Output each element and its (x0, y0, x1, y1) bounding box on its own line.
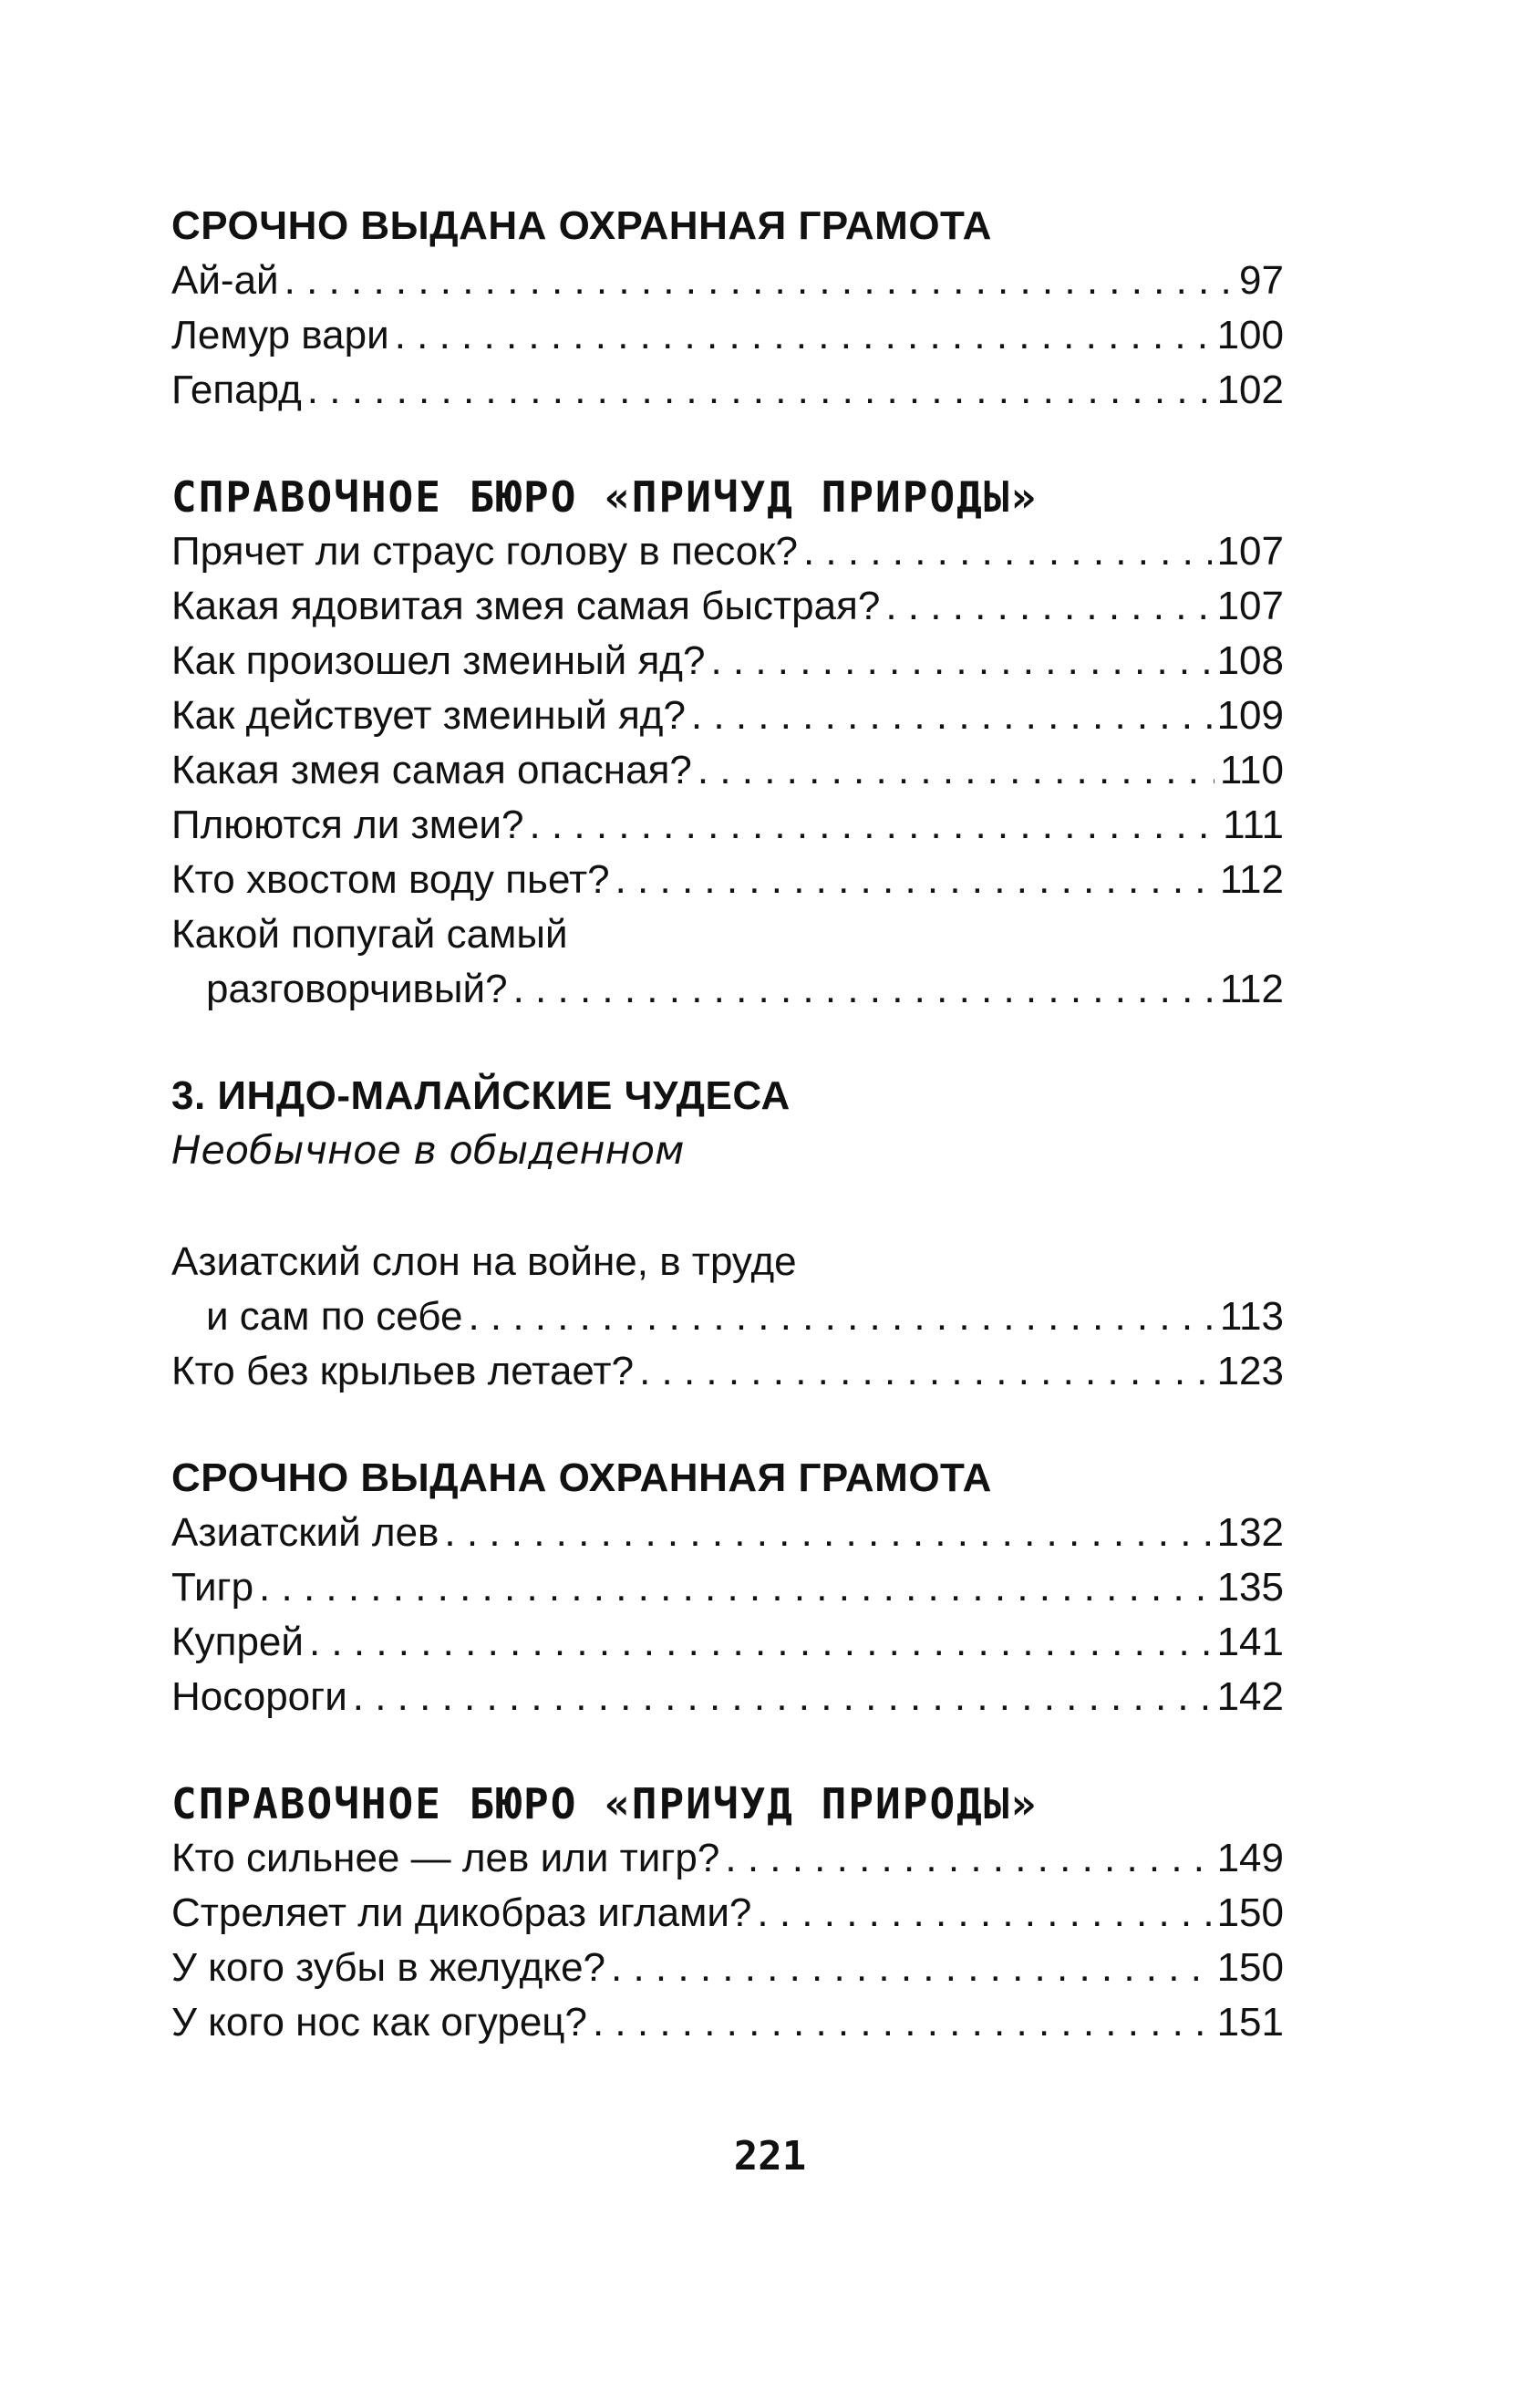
entry-title: Прячет ли страус голову в песок? (171, 529, 798, 574)
entry-title: Как действует змеиный яд? (171, 693, 686, 738)
entry-title: Лемур вари (171, 313, 389, 357)
entry-title: Гепард (171, 368, 302, 412)
entry-page: 109 (1216, 693, 1284, 738)
entry-title: Какая ядовитая змея самая быстрая? (171, 584, 881, 628)
entry-title-line: Какой попугай самый (171, 912, 568, 957)
entry-page: 110 (1219, 748, 1284, 792)
entry-page: 149 (1216, 1836, 1284, 1880)
chapter-subtitle: Необычное в обыденном (171, 1128, 685, 1174)
dot-leader (611, 1941, 1212, 1995)
dot-leader (698, 743, 1214, 798)
toc-entry (171, 363, 1284, 418)
entry-page: 135 (1216, 1565, 1284, 1610)
dot-leader (639, 1344, 1212, 1399)
dot-leader (353, 1670, 1212, 1724)
entry-title: У кого нос как огурец? (171, 2000, 587, 2045)
entry-title: Плюются ли змеи? (171, 803, 524, 847)
dot-leader (593, 1995, 1212, 2050)
toc-entry (171, 1289, 1284, 1344)
entry-title-line: Азиатский слон на войне, в труде (171, 1239, 797, 1284)
entry-page: 141 (1216, 1620, 1284, 1664)
toc-entry (171, 1506, 1284, 1560)
entry-title: Стреляет ли дикобраз иглами? (171, 1890, 752, 1935)
toc-entry (171, 1615, 1284, 1670)
entry-page: 108 (1216, 638, 1284, 683)
toc-entry (171, 853, 1284, 907)
entry-title: Азиатский лев (171, 1510, 439, 1555)
entry-page: 150 (1216, 1945, 1284, 1990)
entry-title: Ай-ай (171, 258, 279, 303)
entry-page: 113 (1219, 1294, 1284, 1339)
section-heading: СРОЧНО ВЫДАНА ОХРАННАЯ ГРАМОТА (171, 203, 992, 248)
toc-entry (171, 1941, 1284, 1995)
dot-leader (307, 363, 1212, 418)
dot-leader (513, 962, 1214, 1017)
dot-leader (444, 1506, 1211, 1560)
toc-entry (171, 962, 1284, 1017)
entry-title: Как произошел змеиный яд? (171, 638, 706, 683)
entry-title: и сам по себе (206, 1294, 463, 1339)
entry-page: 102 (1216, 368, 1284, 412)
toc-entry (171, 1344, 1284, 1399)
dot-leader (725, 1831, 1211, 1886)
section-heading: СПРАВОЧНОЕ БЮРО «ПРИЧУД ПРИРОДЫ» (171, 1779, 1039, 1828)
dot-leader (309, 1615, 1212, 1670)
entry-title: разговорчивый? (206, 967, 508, 1011)
entry-page: 107 (1216, 584, 1284, 628)
dot-leader (691, 689, 1212, 743)
entry-page: 151 (1216, 2000, 1284, 2045)
toc-entry (171, 1886, 1284, 1941)
dot-leader (803, 524, 1212, 579)
toc-entry (171, 634, 1284, 689)
dot-leader (284, 254, 1234, 308)
dot-leader (885, 579, 1211, 634)
toc-entry (171, 524, 1284, 579)
dot-leader (757, 1886, 1211, 1941)
page-number: 221 (733, 2133, 807, 2180)
entry-page: 111 (1223, 803, 1284, 847)
toc-entry (171, 1670, 1284, 1724)
entry-page: 150 (1216, 1890, 1284, 1935)
section-heading: СРОЧНО ВЫДАНА ОХРАННАЯ ГРАМОТА (171, 1455, 992, 1500)
entry-title: Кто без крыльев летает? (171, 1349, 635, 1393)
entry-title: Какая змея самая опасная? (171, 748, 692, 792)
dot-leader (710, 634, 1211, 689)
toc-entry (171, 1995, 1284, 2050)
dot-leader (395, 308, 1212, 363)
dot-leader (259, 1560, 1212, 1615)
toc-entry (171, 743, 1284, 798)
entry-page: 107 (1216, 529, 1284, 574)
dot-leader (529, 798, 1217, 853)
toc-entry (171, 308, 1284, 363)
entry-title: У кого зубы в желудке? (171, 1945, 606, 1990)
dot-leader (615, 853, 1214, 907)
entry-page: 112 (1219, 967, 1284, 1011)
entry-page: 142 (1216, 1674, 1284, 1719)
toc-entry (171, 798, 1284, 853)
entry-title: Кто хвостом воду пьет? (171, 857, 610, 902)
entry-page: 132 (1216, 1510, 1284, 1555)
entry-page: 123 (1216, 1349, 1284, 1393)
toc-entry (171, 1831, 1284, 1886)
table-of-contents (171, 199, 1284, 2050)
chapter-heading: 3. ИНДО-МАЛАЙСКИЕ ЧУДЕСА (171, 1073, 791, 1118)
entry-page: 112 (1219, 857, 1284, 902)
entry-title: Тигр (171, 1565, 254, 1610)
toc-entry (171, 1560, 1284, 1615)
toc-entry (171, 689, 1284, 743)
entry-title: Носороги (171, 1674, 347, 1719)
entry-page: 100 (1216, 313, 1284, 357)
dot-leader (468, 1289, 1214, 1344)
toc-entry (171, 254, 1284, 308)
entry-title: Купрей (171, 1620, 304, 1664)
toc-entry (171, 579, 1284, 634)
entry-title: Кто сильнее — лев или тигр? (171, 1836, 720, 1880)
section-heading: СПРАВОЧНОЕ БЮРО «ПРИЧУД ПРИРОДЫ» (171, 472, 1039, 522)
entry-page: 97 (1239, 258, 1284, 303)
